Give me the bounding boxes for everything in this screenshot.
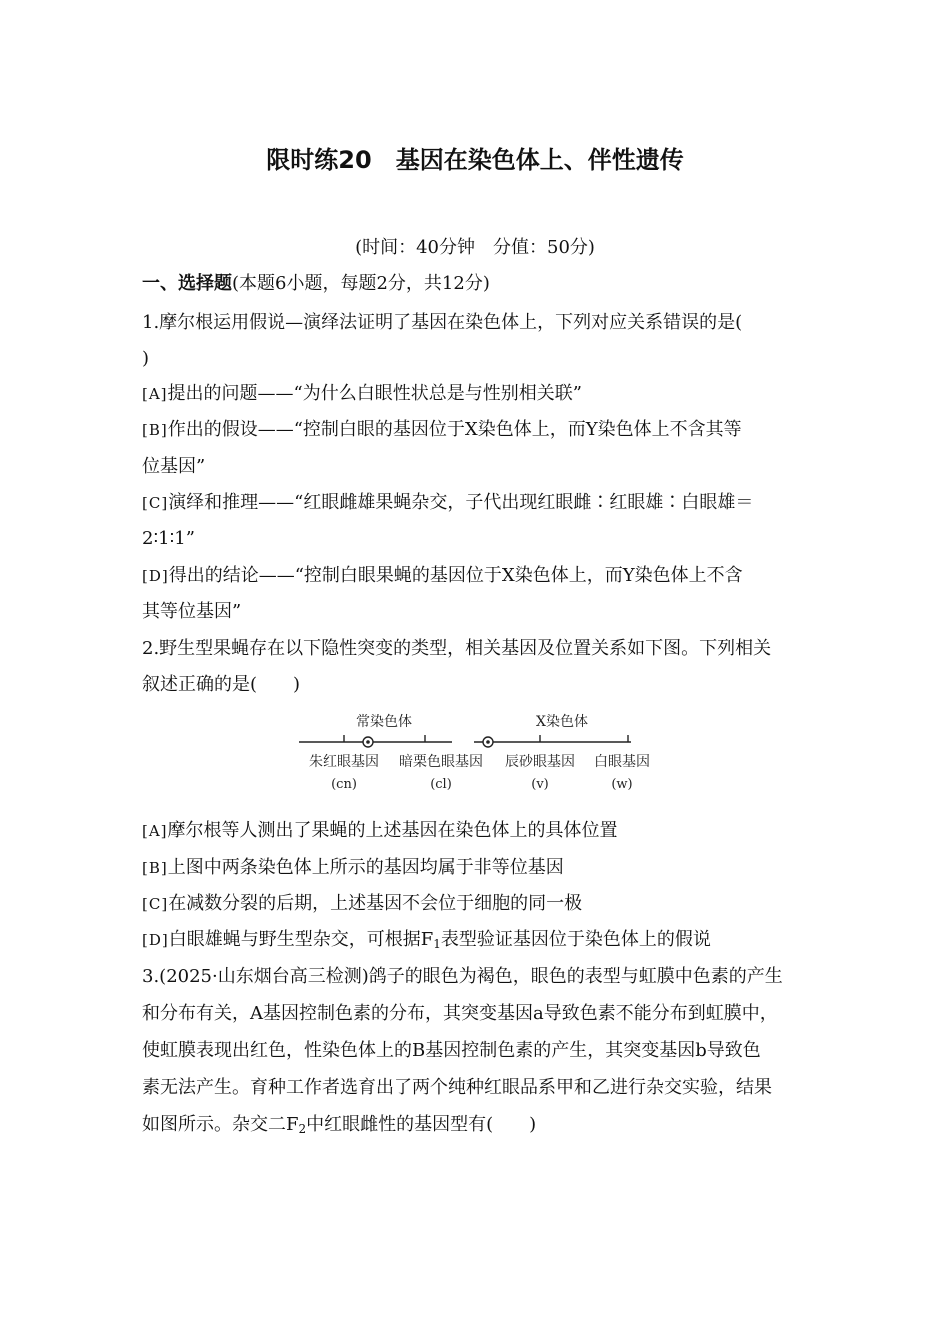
section-title: 一、选择题 xyxy=(142,273,232,294)
gene-name-cn: 朱红眼基因 xyxy=(309,754,379,770)
q1-option-b[interactable] xyxy=(142,418,742,442)
option-text: 演绎和推理——“红眼雌雄果蝇杂交，子代出现红眼雌∶红眼雄∶白眼雄＝ xyxy=(168,492,754,513)
q3-text-cont: 中红眼雌性的基因型有( ) xyxy=(306,1114,537,1135)
page-title: 限时练20 基因在染色体上、伴性遗传 xyxy=(266,146,684,174)
option-label: [A] xyxy=(142,822,168,840)
section-heading xyxy=(142,272,490,296)
gene-symbol-w: (w) xyxy=(611,777,633,792)
q3-stem-line4: 素无法产生。育种工作者选育出了两个纯种红眼品系甲和乙进行杂交实验，结果 xyxy=(142,1077,772,1098)
option-text: 提出的问题——“为什么白眼性状总是与性别相关联” xyxy=(167,383,582,404)
option-text: 在减数分裂的后期，上述基因不会位于细胞的同一极 xyxy=(168,893,583,914)
option-label: [B] xyxy=(142,421,168,439)
q2-stem-line1: 2.野生型果蝇存在以下隐性突变的类型，相关基因及位置关系如下图。下列相关 xyxy=(142,638,772,659)
option-label: [C] xyxy=(142,494,169,512)
q1-option-b-cont: 位基因” xyxy=(142,456,206,477)
section-note: (本题6小题，每题2分，共12分) xyxy=(232,273,490,294)
gene-name-v: 辰砂眼基因 xyxy=(505,754,575,770)
option-label: [A] xyxy=(142,385,168,403)
gene-name-cl: 暗栗色眼基因 xyxy=(399,754,483,770)
q3-stem-line3: 使虹膜表现出红色，性染色体上的B基因控制色素的产生，其突变基因b导致色 xyxy=(142,1040,761,1061)
subscript: 2 xyxy=(298,1122,307,1136)
q2-option-d[interactable] xyxy=(142,928,711,952)
option-label: [C] xyxy=(142,895,169,913)
option-text-cont: 表型验证基因位于染色体上的假说 xyxy=(440,929,711,950)
gene-name-w: 白眼基因 xyxy=(594,754,650,770)
q1-option-d[interactable] xyxy=(142,564,743,588)
q2-option-b[interactable] xyxy=(142,856,564,880)
q1-option-c[interactable] xyxy=(142,491,753,515)
option-text: 作出的假设——“控制白眼的基因位于X染色体上，而Y染色体上不含其等 xyxy=(167,419,742,440)
q1-option-a[interactable] xyxy=(142,382,582,406)
option-text: 上图中两条染色体上所示的基因均属于非等位基因 xyxy=(167,857,564,878)
x-chromosome-label: X染色体 xyxy=(536,714,588,730)
q1-stem-line2: ) xyxy=(142,348,150,369)
q1-option-d-cont: 其等位基因” xyxy=(142,601,242,622)
autosome-label: 常染色体 xyxy=(356,714,412,730)
option-text: 得出的结论——“控制白眼果蝇的基因位于X染色体上，而Y染色体上不含 xyxy=(168,565,743,586)
q3-stem-line5 xyxy=(142,1113,536,1137)
gene-symbol-cn: (cn) xyxy=(331,777,357,792)
q3-text: 如图所示。杂交二F xyxy=(142,1114,299,1135)
option-label: [D] xyxy=(142,931,169,949)
subscript: 1 xyxy=(433,937,441,951)
q3-stem-line1: 3.(2025·山东烟台高三检测)鸽子的眼色为褐色，眼色的表型与虹膜中色素的产生 xyxy=(142,966,783,987)
gene-symbol-cl: (cl) xyxy=(430,777,452,792)
option-label: [B] xyxy=(142,859,168,877)
time-score-info: (时间：40分钟 分值：50分) xyxy=(355,237,595,258)
option-text: 白眼雄蝇与野生型杂交，可根据F xyxy=(168,929,434,950)
q1-stem-line1: 1.摩尔根运用假说—演绎法证明了基因在染色体上，下列对应关系错误的是( xyxy=(142,312,743,333)
chromosome-gene-figure xyxy=(296,708,658,796)
option-label: [D] xyxy=(142,567,169,585)
autosome-centromere xyxy=(363,737,373,747)
option-text: 摩尔根等人测出了果蝇的上述基因在染色体上的具体位置 xyxy=(167,820,618,841)
q1-option-c-cont: 2∶1∶1” xyxy=(142,528,195,549)
q2-option-c[interactable] xyxy=(142,892,582,916)
q2-option-a[interactable] xyxy=(142,819,618,843)
q2-stem-line2: 叙述正确的是( ) xyxy=(142,674,301,695)
x-chromosome-centromere xyxy=(483,737,493,747)
q3-stem-line2: 和分布有关，A基因控制色素的分布，其突变基因a导致色素不能分布到虹膜中， xyxy=(142,1003,778,1024)
gene-symbol-v: (v) xyxy=(531,777,549,792)
